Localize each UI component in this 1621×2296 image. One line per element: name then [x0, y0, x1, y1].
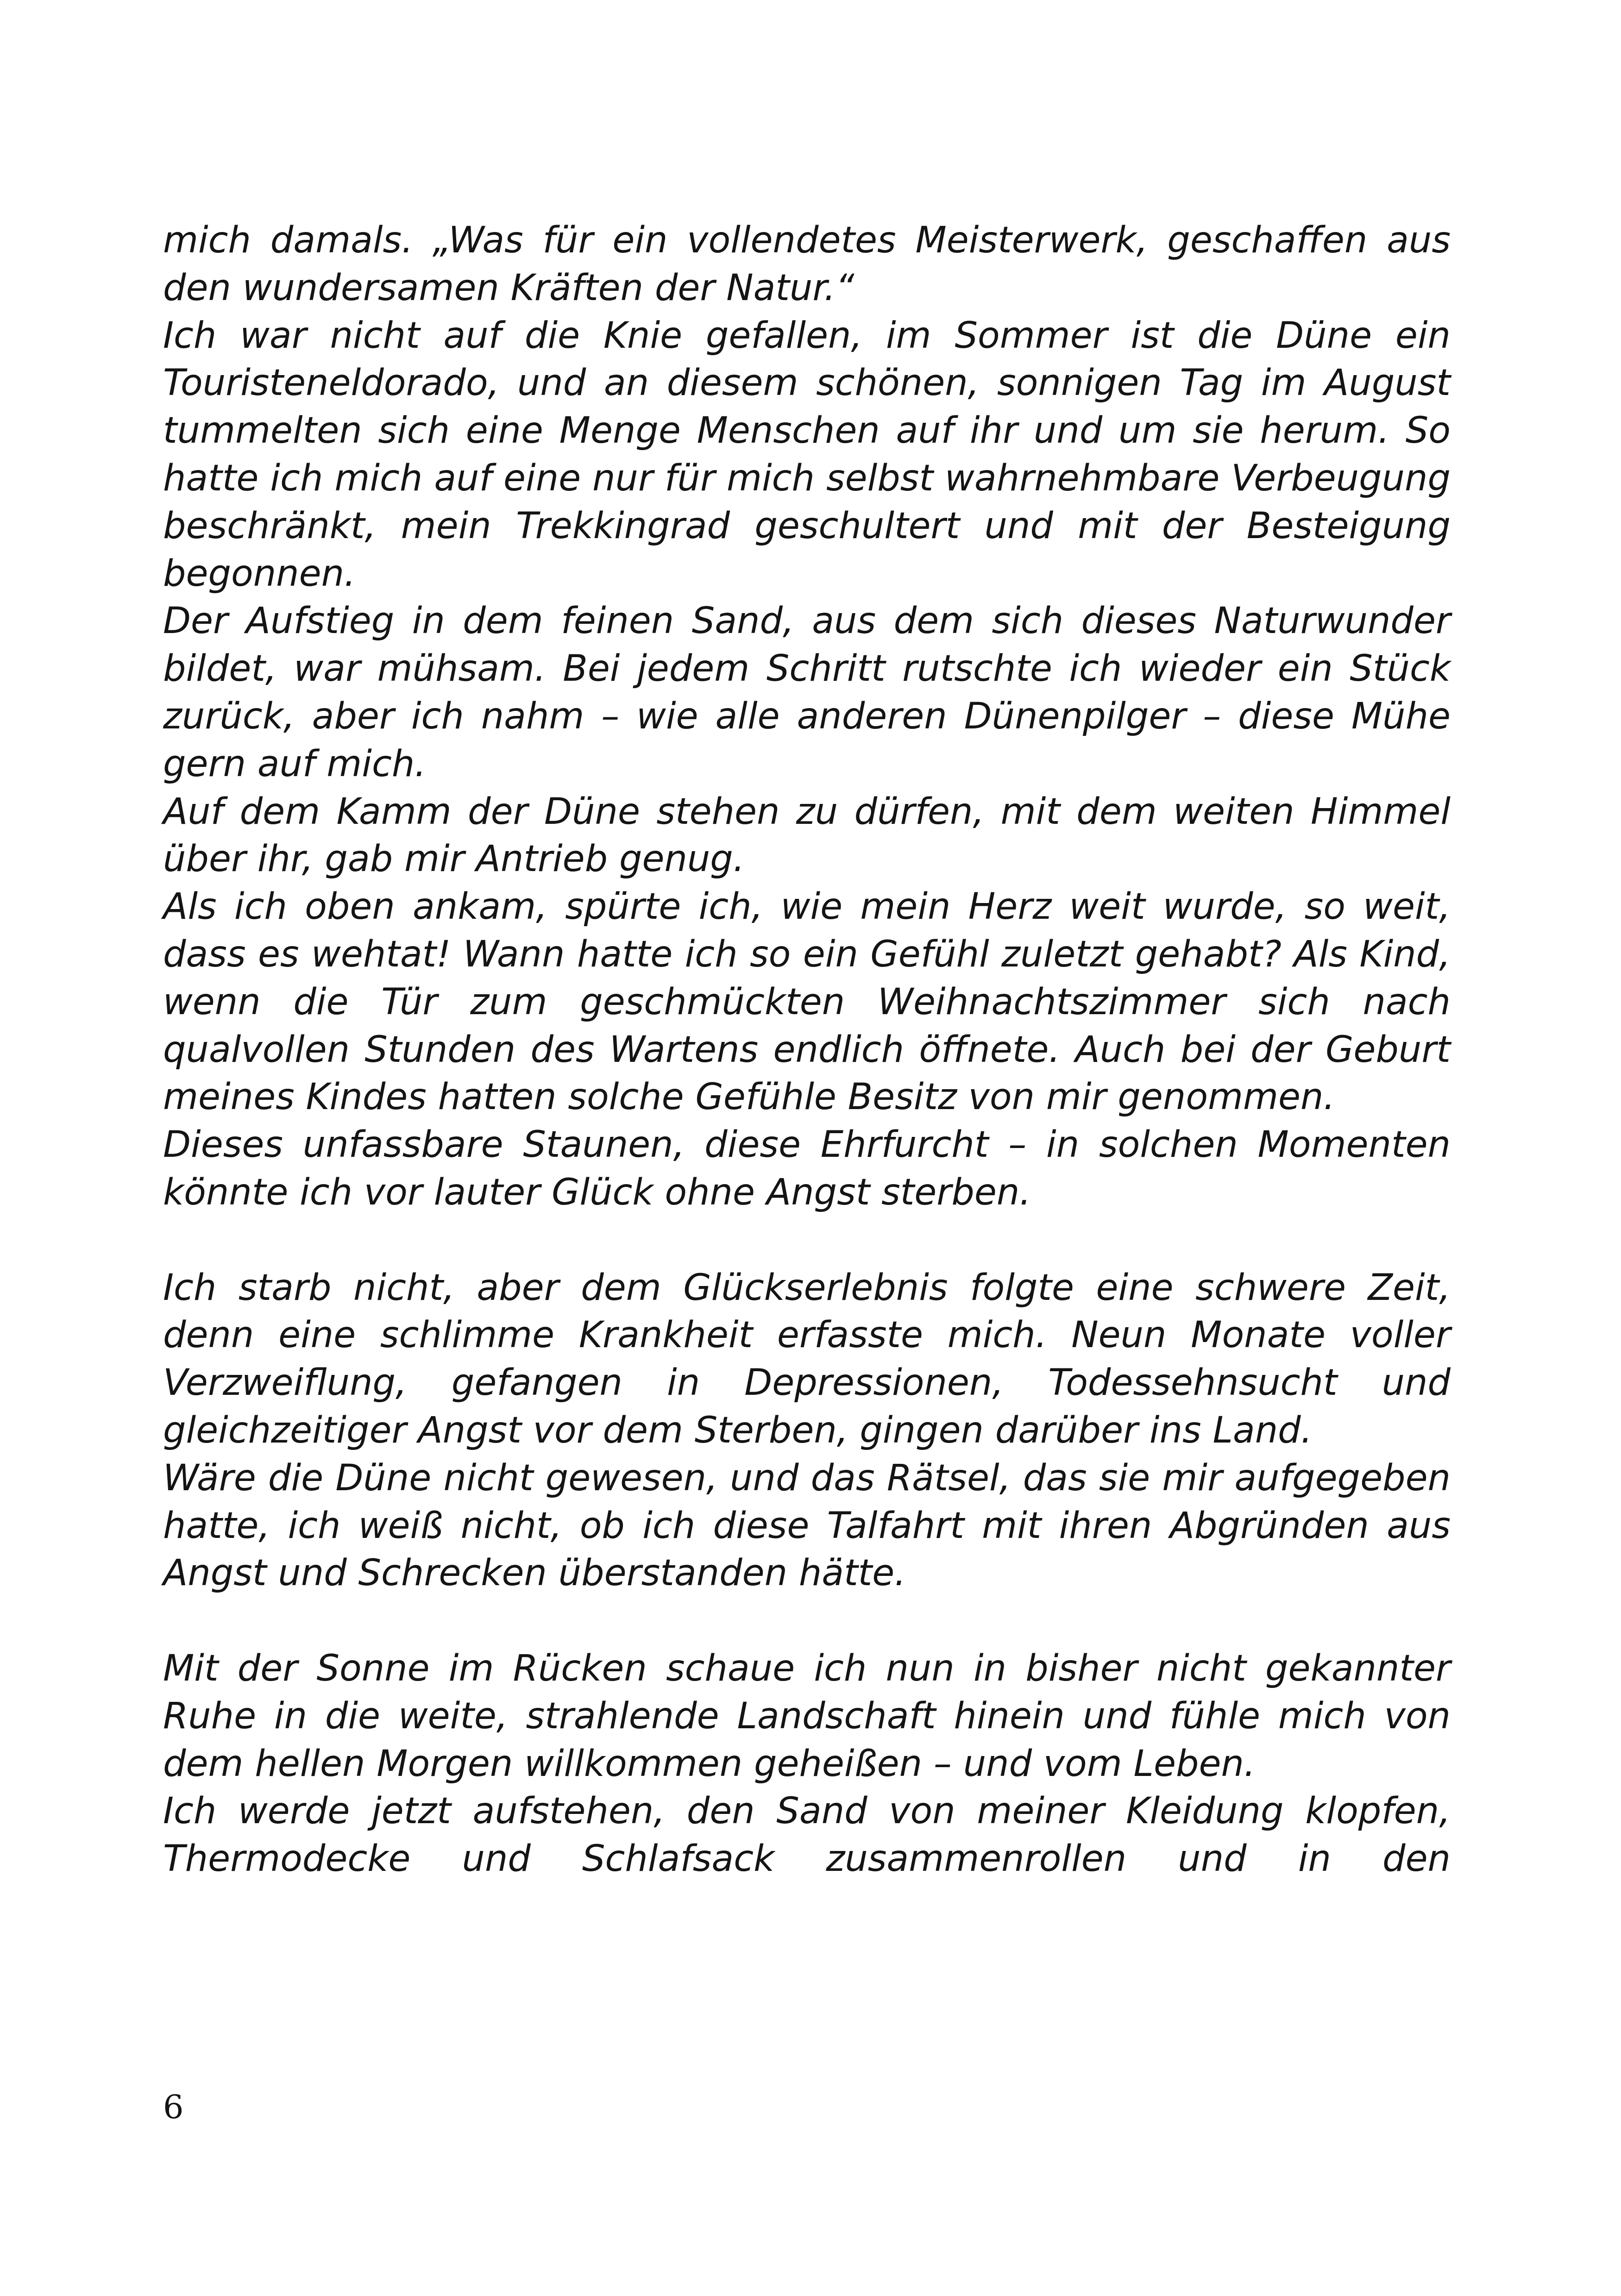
- page-number: 6: [163, 2088, 184, 2126]
- paragraph: Auf dem Kamm der Düne stehen zu dürfen, mit dem weiten Himmel über ihr, gab mir Antrieb genug.: [163, 790, 1451, 880]
- paragraph: Mit der Sonne im Rücken schaue ich nun in bisher nicht gekannter Ruhe in die weite, strahlende Landschaft hinein und fühle mich von dem hellen Morgen willkommen geheißen – und vom Leben.: [163, 1647, 1451, 1785]
- paragraph: Ich starb nicht, aber dem Glückserlebnis folgte eine schwere Zeit, denn eine schlimme Krankheit erfasste mich. Neun Monate voller Verzweiflung, gefangen in Depressionen, Todessehnsucht und gleichzeitiger Angst vor dem Sterben, gingen darüber ins Land.: [163, 1267, 1451, 1451]
- paragraph: Ich werde jetzt aufstehen, den Sand von meiner Kleidung klopfen, Thermodecke und Schlafsack zusammenrollen und in den: [163, 1790, 1451, 1880]
- paragraph: Als ich oben ankam, spürte ich, wie mein Herz weit wurde, so weit, dass es wehtat! Wann hatte ich so ein Gefühl zuletzt gehabt? Als Kind, wenn die Tür zum geschmückten Weihnachtszimmer sich nach qualvollen Stunden des Wartens endlich öffnete. Auch bei der Geburt meines Kindes hatten solche Gefühle Besitz von mir genommen.: [163, 886, 1451, 1118]
- paragraph: Der Aufstieg in dem feinen Sand, aus dem sich dieses Naturwunder bildet, war mühsam. Bei jedem Schritt rutschte ich wieder ein Stück zurück, aber ich nahm – wie alle anderen Dünenpilger – diese Mühe gern auf mich.: [163, 600, 1451, 785]
- body-text: [163, 217, 1451, 1883]
- section-gap: [163, 1597, 1451, 1645]
- section-gap: [163, 1217, 1451, 1264]
- paragraph: Dieses unfassbare Staunen, diese Ehrfurcht – in solchen Momenten könnte ich vor lauter Glück ohne Angst sterben.: [163, 1124, 1451, 1213]
- paragraph: Wäre die Düne nicht gewesen, und das Rätsel, das sie mir aufgegeben hatte, ich weiß nicht, ob ich diese Talfahrt mit ihren Abgründen aus Angst und Schrecken überstanden hätte.: [163, 1457, 1451, 1594]
- paragraph: Ich war nicht auf die Knie gefallen, im Sommer ist die Düne ein Touristeneldorado, und an diesem schönen, sonnigen Tag im August tummelten sich eine Menge Menschen auf ihr und um sie herum. So hatte ich mich auf eine nur für mich selbst wahrnehmbare Verbeugung beschränkt, mein Trekkingrad geschultert und mit der Besteigung begonnen.: [163, 314, 1451, 595]
- paragraph: mich damals. „Was für ein vollendetes Meisterwerk, geschaffen aus den wundersamen Kräften der Natur.“: [163, 220, 1451, 309]
